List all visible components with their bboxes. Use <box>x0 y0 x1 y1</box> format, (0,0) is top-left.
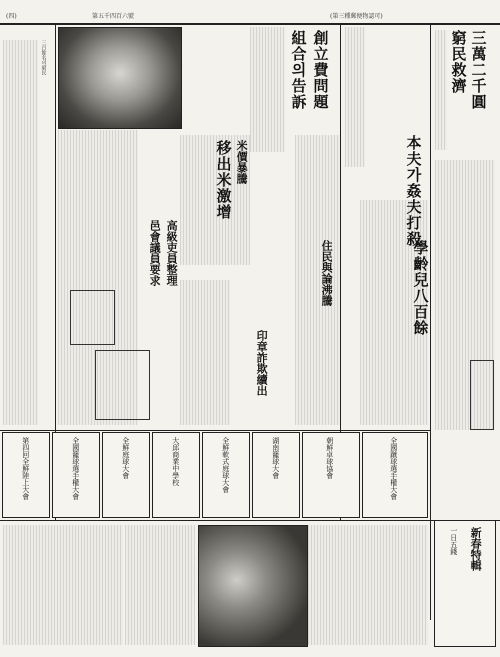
headline-murder: 本夫가姦夫打殺 <box>404 135 423 247</box>
row-rule <box>0 430 430 431</box>
column-rule <box>430 25 431 620</box>
ad-text: 朝鮮卓球協會 <box>325 437 334 479</box>
top-photo <box>58 27 182 129</box>
body-text <box>345 27 365 167</box>
ad-text: 全國蹴球選手權大會 <box>389 437 398 500</box>
body-text <box>435 30 447 150</box>
headline-founding-fee: 創立費問題 <box>311 30 330 110</box>
notice-box <box>470 360 494 430</box>
issue-number: 第五千四百六號 <box>92 13 135 20</box>
ad-block <box>2 432 50 518</box>
body-text <box>295 135 340 425</box>
body-text <box>250 27 285 152</box>
headline-public-opinion: 住民與論沸騰 <box>320 240 334 306</box>
bottom-right-ad <box>434 520 496 647</box>
bottom-text <box>125 525 195 645</box>
ad-text: 全國籠球選手權大會 <box>71 437 80 500</box>
ad-block <box>52 432 100 518</box>
row-rule <box>0 520 500 521</box>
ad-block <box>202 432 250 518</box>
ad-text: 第四回全鮮陸上大會 <box>21 437 30 500</box>
headline-poor-relief: 三萬二千圓 <box>469 30 488 110</box>
notice-box <box>95 350 150 420</box>
page-number: (四) <box>6 13 17 20</box>
postal-notice: (第三種郵便物認可) <box>330 13 383 20</box>
photo-caption: 三百餘名의窮民 <box>40 40 47 75</box>
ad-block <box>362 432 428 518</box>
body-text <box>3 40 38 425</box>
ad-block <box>102 432 150 518</box>
bottom-illustration <box>198 525 308 647</box>
bottom-text <box>3 525 123 645</box>
headline-school-children: 學齡兒八百餘 <box>411 240 430 336</box>
body-text <box>180 280 230 425</box>
bottom-text <box>308 525 428 645</box>
masthead <box>0 9 500 25</box>
headline-rice-price: 米價暴騰 <box>235 140 249 184</box>
ad-subtitle: 一日五錢 <box>449 527 458 555</box>
ad-text: 大邱商業中學校 <box>171 437 180 486</box>
headline-poor-relief-sub: 窮民救濟 <box>449 30 468 94</box>
headline-union-complaint: 組合의告訴 <box>289 30 308 110</box>
ad-text: 湖南籠球大會 <box>271 437 280 479</box>
ad-title: 新春特輯 <box>469 527 483 571</box>
headline-rice-export: 移出米激增 <box>214 140 233 220</box>
ad-text: 全鮮軟式庭球大會 <box>221 437 230 493</box>
ad-block <box>252 432 300 518</box>
headline-seal-fraud: 印章詐欺續出 <box>255 330 269 396</box>
ad-text: 全鮮庭球大會 <box>121 437 130 479</box>
ad-block <box>302 432 360 518</box>
headline-council: 邑會議員要求 <box>148 220 162 286</box>
headline-officials: 高級吏員整理 <box>165 220 179 286</box>
notice-box <box>70 290 115 345</box>
ad-block <box>152 432 200 518</box>
